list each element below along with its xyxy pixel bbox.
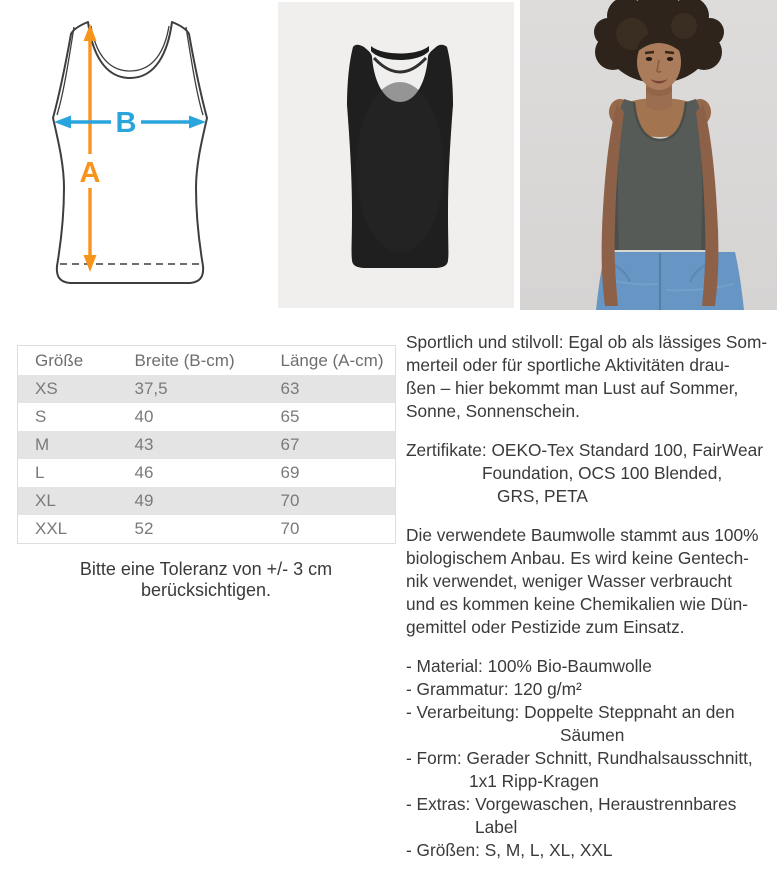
model-photo[interactable] bbox=[520, 0, 777, 310]
column-header-width: Breite (B-cm) bbox=[134, 350, 235, 370]
width-cell: 49 bbox=[135, 487, 281, 515]
feature-line-extras: - Extras: Vorgewaschen, Heraustrennbares bbox=[406, 794, 737, 814]
text-line: Sportlich und stilvoll: Egal ob als lässiges Som- bbox=[406, 332, 768, 352]
table-row-s bbox=[18, 403, 396, 431]
column-header-size: Größe bbox=[35, 350, 84, 370]
table-row-xxl bbox=[18, 515, 396, 544]
feature-line-grammatur: - Grammatur: 120 g/m² bbox=[406, 679, 582, 699]
feature-line-verarbeitung-cont: Säumen bbox=[560, 725, 625, 745]
length-cell: 65 bbox=[280, 407, 300, 426]
width-cell: 37,5 bbox=[135, 375, 281, 403]
model-face bbox=[637, 30, 681, 90]
feature-line-groessen: - Größen: S, M, L, XL, XXL bbox=[406, 840, 613, 860]
text-line: und es kommen keine Chemikalien wie Dün- bbox=[406, 594, 748, 614]
intro-paragraph bbox=[406, 331, 777, 423]
size-cell: XXL bbox=[35, 519, 68, 538]
length-cell: 70 bbox=[280, 519, 300, 538]
label-b: B bbox=[115, 107, 137, 139]
label-a: A bbox=[79, 157, 101, 189]
feature-line-verarbeitung: - Verarbeitung: Doppelte Steppnaht an den bbox=[406, 702, 735, 722]
width-cell: 40 bbox=[134, 407, 154, 426]
table-row-m bbox=[18, 431, 396, 459]
table-row-l bbox=[18, 459, 396, 487]
size-table bbox=[17, 345, 396, 544]
feature-list bbox=[406, 655, 777, 862]
size-cell: XL bbox=[18, 487, 135, 515]
text-line: merteil oder für sportliche Aktivitäten drau- bbox=[406, 355, 730, 375]
size-cell: L bbox=[35, 463, 45, 482]
size-cell: S bbox=[35, 407, 47, 426]
product-description bbox=[406, 331, 777, 862]
table-header-row bbox=[18, 346, 396, 376]
feature-line-material: - Material: 100% Bio-Baumwolle bbox=[406, 656, 652, 676]
length-cell: 67 bbox=[281, 431, 396, 459]
text-line: biologischem Anbau. Es wird keine Gentech- bbox=[406, 548, 749, 568]
product-photo[interactable] bbox=[278, 2, 514, 308]
text-line: Foundation, OCS 100 Blended, bbox=[482, 463, 723, 483]
width-cell: 46 bbox=[134, 463, 154, 482]
width-cell: 52 bbox=[134, 519, 154, 538]
cotton-paragraph bbox=[406, 524, 777, 639]
size-cell: XS bbox=[18, 375, 135, 403]
length-cell: 63 bbox=[281, 375, 396, 403]
size-diagram-image[interactable] bbox=[18, 0, 242, 296]
certificates-paragraph bbox=[406, 439, 777, 508]
feature-line-extras-cont: Label bbox=[475, 817, 518, 837]
feature-line-form-cont: 1x1 Ripp-Kragen bbox=[469, 771, 599, 791]
tolerance-note: Bitte eine Toleranz von +/- 3 cm berücksichtigen. bbox=[79, 559, 333, 600]
size-cell: M bbox=[18, 431, 135, 459]
tank-top-outline-drawing bbox=[53, 22, 207, 283]
length-cell: 70 bbox=[281, 487, 396, 515]
column-header-length: Länge (A-cm) bbox=[280, 350, 384, 370]
text-line: gemittel oder Pestizide zum Einsatz. bbox=[406, 617, 685, 637]
table-row-xs bbox=[18, 375, 396, 403]
model-jeans bbox=[596, 252, 744, 310]
text-line: Sonne, Sonnenschein. bbox=[406, 401, 580, 421]
text-line: Zertifikate: OEKO-Tex Standard 100, FairWear bbox=[406, 440, 763, 460]
text-line: GRS, PETA bbox=[497, 486, 588, 506]
width-cell: 43 bbox=[135, 431, 281, 459]
text-line: nik verwendet, weniger Wasser verbraucht bbox=[406, 571, 732, 591]
feature-line-form: - Form: Gerader Schnitt, Rundhalsausschnitt, bbox=[406, 748, 753, 768]
text-line: ßen – hier bekommt man Lust auf Sommer, bbox=[406, 378, 739, 398]
table-row-xl bbox=[18, 487, 396, 515]
length-cell: 69 bbox=[280, 463, 300, 482]
text-line: Die verwendete Baumwolle stammt aus 100% bbox=[406, 525, 759, 545]
